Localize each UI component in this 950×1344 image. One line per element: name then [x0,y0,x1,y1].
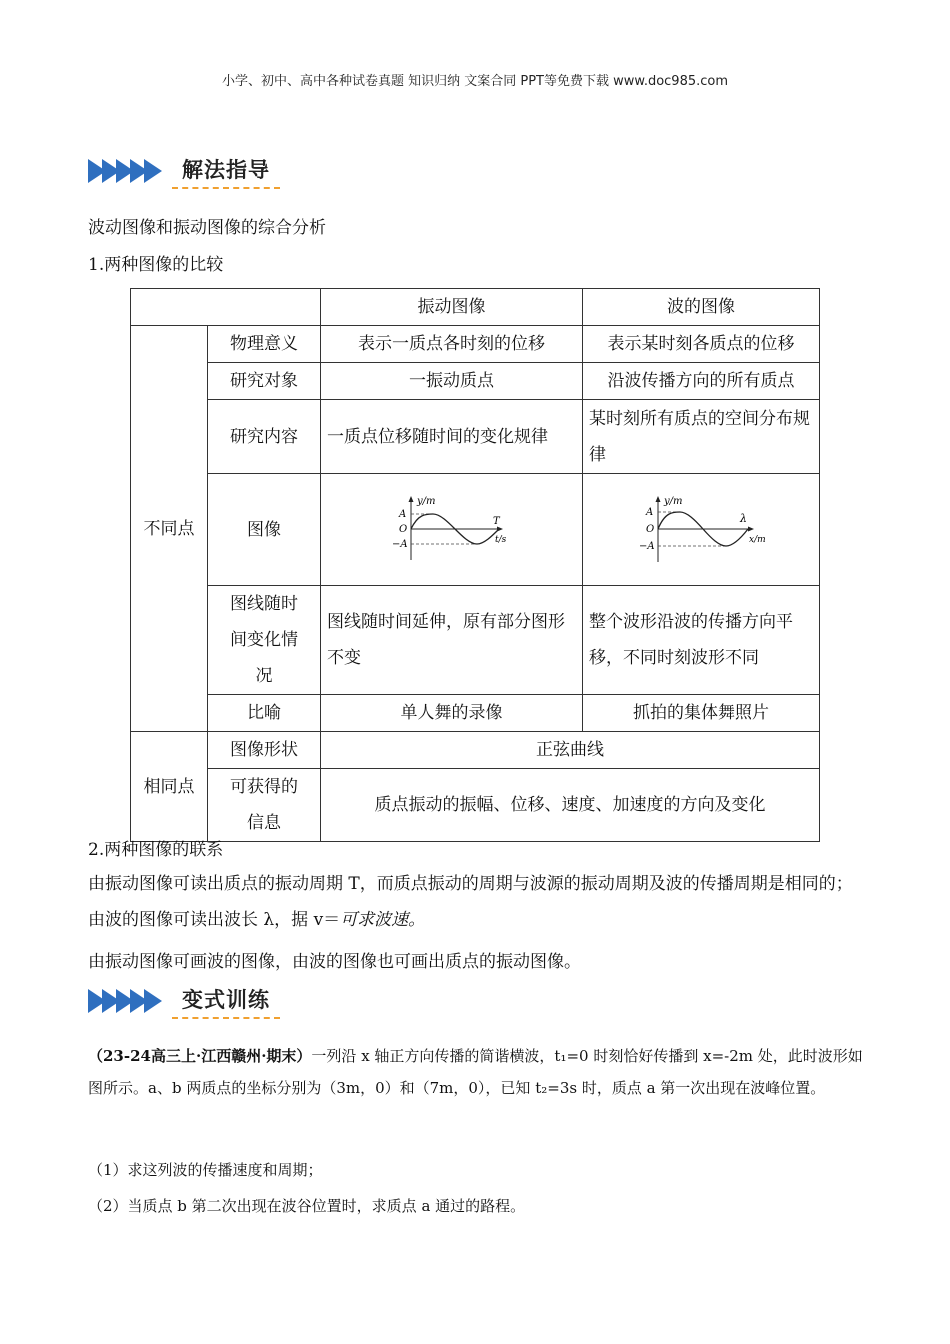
relation-paragraph-2: 由振动图像可画波的图像，由波的图像也可画出质点的振动图像。 [88,952,581,972]
table-header-empty [131,289,321,326]
table-row [131,474,820,586]
question-source: （23-24高三上·江西赣州·期末） [88,1047,312,1065]
table-header-cell: 振动图像 [321,289,583,326]
row-label: 物理意义 [208,326,321,363]
wave-graph-cell [583,474,820,586]
table-cell: 抓拍的集体舞照片 [583,695,820,732]
table-row [131,363,820,400]
table-cell: 图线随时间延伸，原有部分图形不变 [321,586,583,695]
row-label: 研究内容 [208,400,321,474]
graph-ylabel: y/m [416,495,436,507]
question-part-1: （1）求这列波的传播速度和周期； [88,1161,323,1179]
table-row [131,400,820,474]
header-watermark: 小学、初中、高中各种试卷真题 知识归纳 文案合同 PPT等免费下载 www.doc985.com [221,74,729,89]
table-row [131,326,820,363]
table-header-row [131,289,820,326]
graph-negamp-label: −A [639,540,655,552]
comparison-table [130,288,820,842]
graph-origin-label: O [646,523,655,535]
row-label: 图线随时间变化情况 [208,586,321,695]
row-label: 研究对象 [208,363,321,400]
graph-period-label: T [492,515,500,527]
graph-ylabel: y/m [664,495,683,507]
group-label-same: 相同点 [131,732,208,842]
chevron-arrows-icon [88,159,158,183]
table-cell: 一质点位移随时间的变化规律 [321,400,583,474]
relation-paragraph-1 [88,866,866,938]
intro-text: 波动图像和振动图像的综合分析 [88,218,326,238]
table-cell: 沿波传播方向的所有质点 [583,363,820,400]
graph-negamp-label: −A [391,538,408,550]
section-header-method [88,153,280,189]
graph-xlabel: t/s [494,534,506,545]
table-row [131,695,820,732]
table-cell: 整个波形沿波的传播方向平移，不同时刻波形不同 [583,586,820,695]
vibration-graph [387,494,517,566]
table-cell: 质点振动的振幅、位移、速度、加速度的方向及变化 [321,769,820,842]
graph-xlabel: x/m [749,534,766,545]
row-label: 比喻 [208,695,321,732]
section-title: 解法指导 [172,154,280,189]
section-header-practice [88,983,280,1019]
vibration-graph-cell [321,474,583,586]
section-title: 变式训练 [172,984,280,1019]
relation-text-italic: 可求波速。 [340,910,426,930]
table-row [131,732,820,769]
row-label: 图像 [208,474,321,586]
table-cell: 正弦曲线 [321,732,820,769]
wave-graph [626,494,776,566]
graph-amp-label: A [646,506,654,518]
table-cell: 一振动质点 [321,363,583,400]
question-text: 一列沿 x 轴正方向传播的简谐横波，t₁=0 时刻恰好传播到 x=-2m 处，此时波形如图所示。a、b 两质点的坐标分别为（3m，0）和（7m，0），已知 t₂=3s 时，质点 a 第一次出现在波峰位置。 [88,1047,863,1097]
table-cell: 表示一质点各时刻的位移 [321,326,583,363]
graph-origin-label: O [398,523,407,535]
row-label: 图像形状 [208,732,321,769]
table-row [131,586,820,695]
question-part-2: （2）当质点 b 第二次出现在波谷位置时，求质点 a 通过的路程。 [88,1197,526,1215]
chevron-arrows-icon [88,989,158,1013]
table-header-cell: 波的图像 [583,289,820,326]
graph-amp-label: A [398,508,406,520]
table-cell: 表示某时刻各质点的位移 [583,326,820,363]
relation-text: 由振动图像可读出质点的振动周期 T，而质点振动的周期与波源的振动周期及波的传播周期是相同的；由波的图像可读出波长 λ，据 v＝ [88,874,853,930]
subheading-comparison: 1.两种图像的比较 [88,255,224,275]
table-row [131,769,820,842]
group-label-diff: 不同点 [131,326,208,732]
table-cell: 单人舞的录像 [321,695,583,732]
subheading-relation: 2.两种图像的联系 [88,840,224,860]
question-stem [88,1040,866,1104]
table-cell: 某时刻所有质点的空间分布规律 [583,400,820,474]
row-label: 可获得的信息 [208,769,321,842]
graph-wavelength-label: λ [740,511,747,525]
